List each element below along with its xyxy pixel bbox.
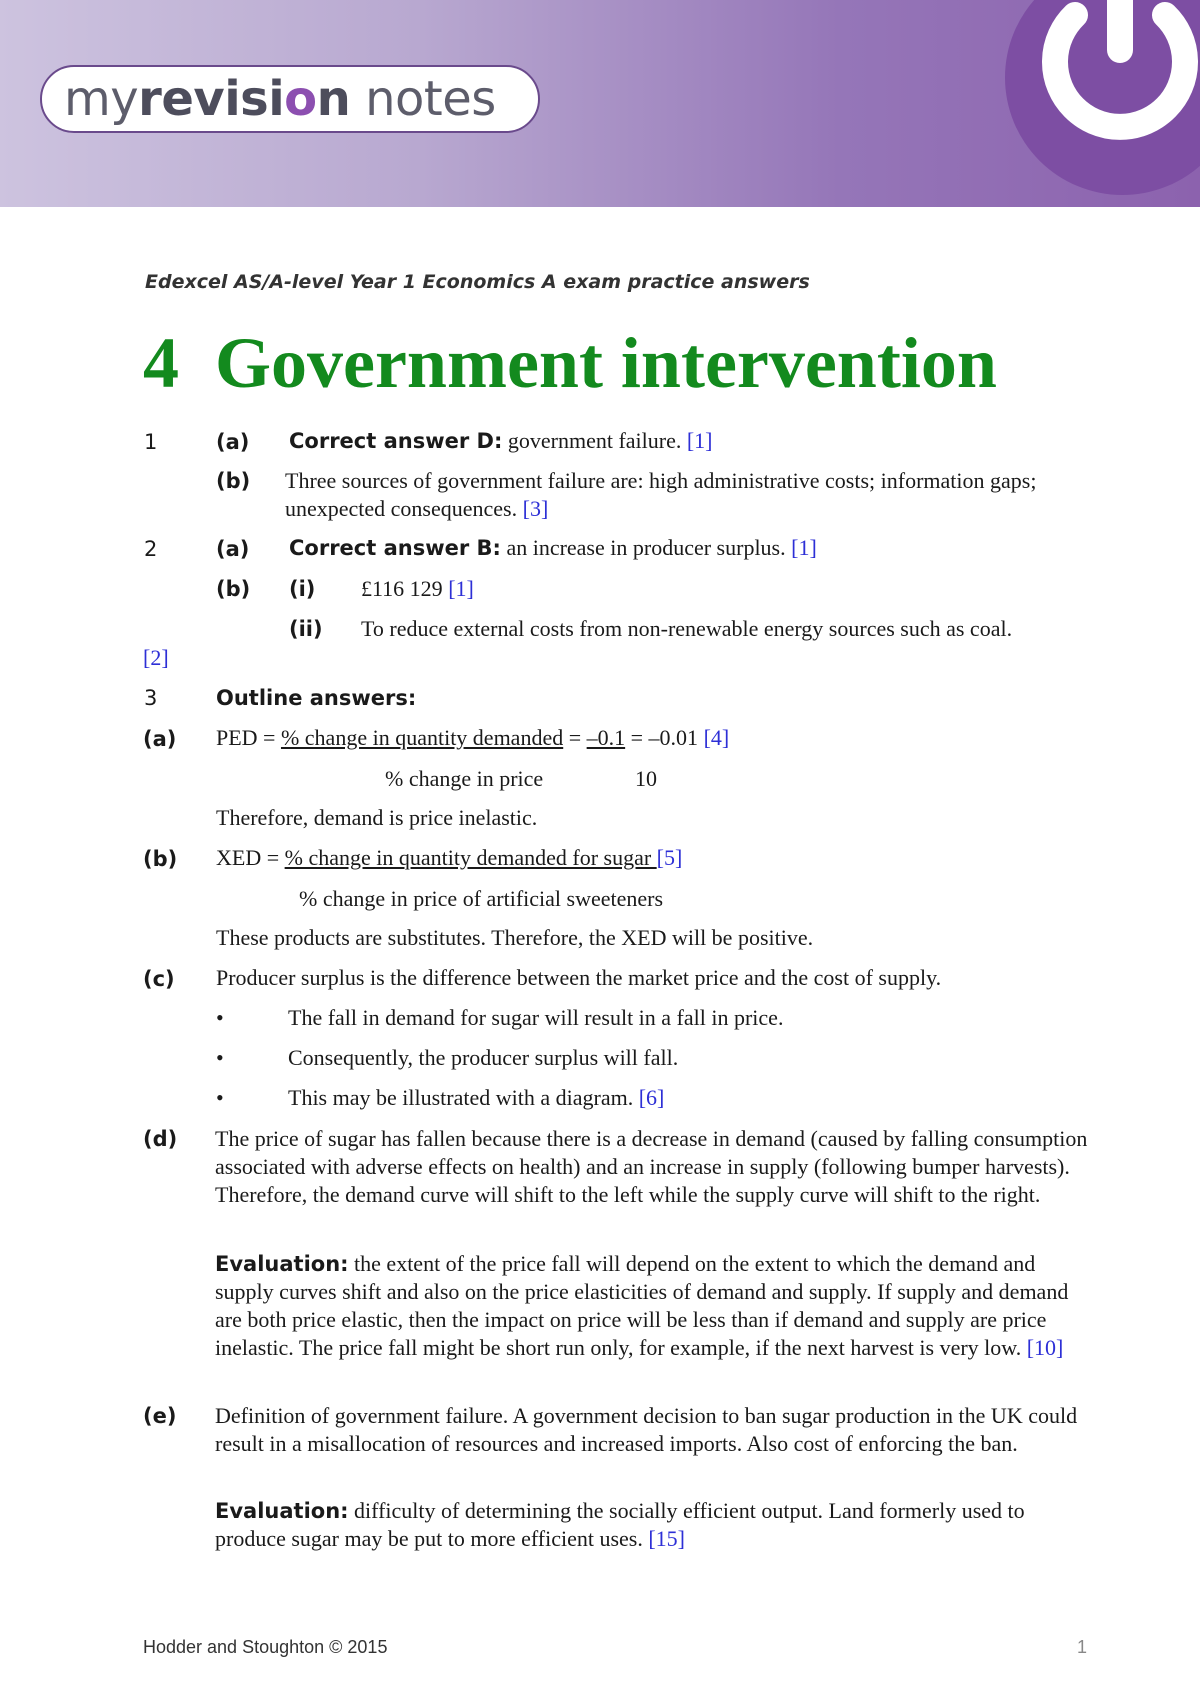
bullet: • xyxy=(216,1085,224,1110)
page-number: 1 xyxy=(1077,1637,1088,1657)
q2a-answer xyxy=(289,535,817,561)
q3a-formula xyxy=(216,725,729,751)
q1a-mark: [1] xyxy=(686,428,713,453)
q3b-label: (b) xyxy=(143,847,178,871)
q1a-label: (a) xyxy=(216,430,250,454)
q3b-conclusion: These products are substitutes. Therefore, the XED will be positive. xyxy=(216,925,814,950)
q3c-bullet-1: The fall in demand for sugar will result in a fall in price. xyxy=(288,1005,784,1030)
document-subtitle: Edexcel AS/A-level Year 1 Economics A exam practice answers xyxy=(145,271,810,293)
q2bii-label: (ii) xyxy=(289,617,323,641)
q2bii-mark: [2] xyxy=(143,645,169,670)
q3a-numerator: % change in quantity demanded xyxy=(280,725,564,750)
q3e-text: Definition of government failure. A government decision to ban sugar production in the UK could result in a misallocation of resources and increased imports. Also cost of enforcing the ban. xyxy=(215,1403,1078,1456)
logo-power-o: o xyxy=(284,71,317,127)
chapter-title: 4 Government intervention xyxy=(143,323,997,403)
q1a-answer xyxy=(289,428,713,454)
header-banner xyxy=(0,0,1200,207)
q3a-result: = –0.01 xyxy=(625,725,704,750)
q1b-answer xyxy=(285,467,1075,523)
q3d-eval-text: the extent of the price fall will depend on the extent to which the demand and supply curves shift and also on the price elasticities of demand and supply. If supply and demand are both price elastic, then the impact on price will be less than if demand and supply are price inelastic. The price fall might be short run only, for example, if the next harvest is very low. xyxy=(215,1251,1069,1360)
q3b-formula xyxy=(216,845,682,871)
q2-number: 2 xyxy=(144,537,158,561)
q1b-mark: [3] xyxy=(522,496,549,521)
logo-my: my xyxy=(64,71,139,127)
q2a-lead: Correct answer B: xyxy=(289,536,501,560)
q3e-mark: [15] xyxy=(648,1526,686,1551)
footer-copyright: Hodder and Stoughton © 2015 xyxy=(143,1637,388,1657)
q2b-label: (b) xyxy=(216,577,251,601)
q3d-text: The price of sugar has fallen because there is a decrease in demand (caused by falling consumption associated with adverse effects on health) and an increase in supply (following bumper harvests). Therefore, the demand curve will shift to the left while the supply curve will shift to the right. xyxy=(215,1126,1088,1207)
bullet: • xyxy=(216,1045,224,1070)
q1a-lead: Correct answer D: xyxy=(289,429,503,453)
q3a-denominator: % change in price xyxy=(385,766,544,791)
q2a-label: (a) xyxy=(216,537,250,561)
logo xyxy=(40,65,540,133)
logo-n: n xyxy=(316,71,351,127)
q2a-mark: [1] xyxy=(791,535,817,560)
q3d-mark: [10] xyxy=(1026,1335,1064,1360)
q3a-conclusion: Therefore, demand is price inelastic. xyxy=(216,805,538,830)
q3a-denominator-value: 10 xyxy=(635,766,657,791)
q3c-label: (c) xyxy=(143,967,175,991)
q3b-denominator: % change in price of artificial sweeteners xyxy=(299,886,664,911)
q3e-evaluation xyxy=(215,1497,1090,1553)
q3a-ped: PED = xyxy=(216,725,281,750)
q3a-value: –0.1 xyxy=(586,725,626,750)
q1-number: 1 xyxy=(144,430,158,454)
q2bi-label: (i) xyxy=(289,577,316,601)
q3c-bullet-3: This may be illustrated with a diagram. xyxy=(288,1085,639,1110)
bullet: • xyxy=(216,1005,224,1030)
q1b-label: (b) xyxy=(216,469,251,493)
q3b-mark: [5] xyxy=(656,845,683,870)
q2bi-mark: [1] xyxy=(448,576,474,601)
q2a-text: an increase in producer surplus. xyxy=(500,535,792,560)
q3b-numerator: % change in quantity demanded for sugar xyxy=(284,845,657,870)
power-icon xyxy=(1030,0,1200,160)
q3a-mark: [4] xyxy=(703,725,730,750)
q3-number: 3 xyxy=(144,686,158,710)
q3d-eval-lead: Evaluation: xyxy=(215,1252,349,1276)
q2bi-text: £116 129 xyxy=(361,576,449,601)
q2bi-answer xyxy=(361,576,474,602)
q1a-text: government failure. xyxy=(502,428,687,453)
q3a-label: (a) xyxy=(143,727,177,751)
q3e-eval-text: difficulty of determining the socially efficient output. Land formerly used to produce sugar may be put to more efficient uses. xyxy=(215,1498,1025,1551)
logo-revision: revisi xyxy=(138,71,285,127)
q3c-bullet-3-line xyxy=(288,1085,664,1111)
q3a-equals: = xyxy=(563,725,587,750)
q2bii-text: To reduce external costs from non-renewable energy sources such as coal. xyxy=(361,616,1013,641)
q3e-eval-lead: Evaluation: xyxy=(215,1499,349,1523)
q3-heading: Outline answers: xyxy=(216,686,417,710)
q3b-xed: XED = xyxy=(216,845,285,870)
q3c-mark: [6] xyxy=(638,1085,665,1110)
q3d-label: (d) xyxy=(143,1127,178,1151)
q3c-text: Producer surplus is the difference between the market price and the cost of supply. xyxy=(216,965,942,990)
q3d-evaluation xyxy=(215,1250,1090,1362)
logo-notes: notes xyxy=(365,71,496,127)
q3c-bullet-2: Consequently, the producer surplus will fall. xyxy=(288,1045,679,1070)
q3e-label: (e) xyxy=(143,1404,177,1428)
q1b-text: Three sources of government failure are: high administrative costs; information gaps; unexpected consequences. xyxy=(285,468,1037,521)
